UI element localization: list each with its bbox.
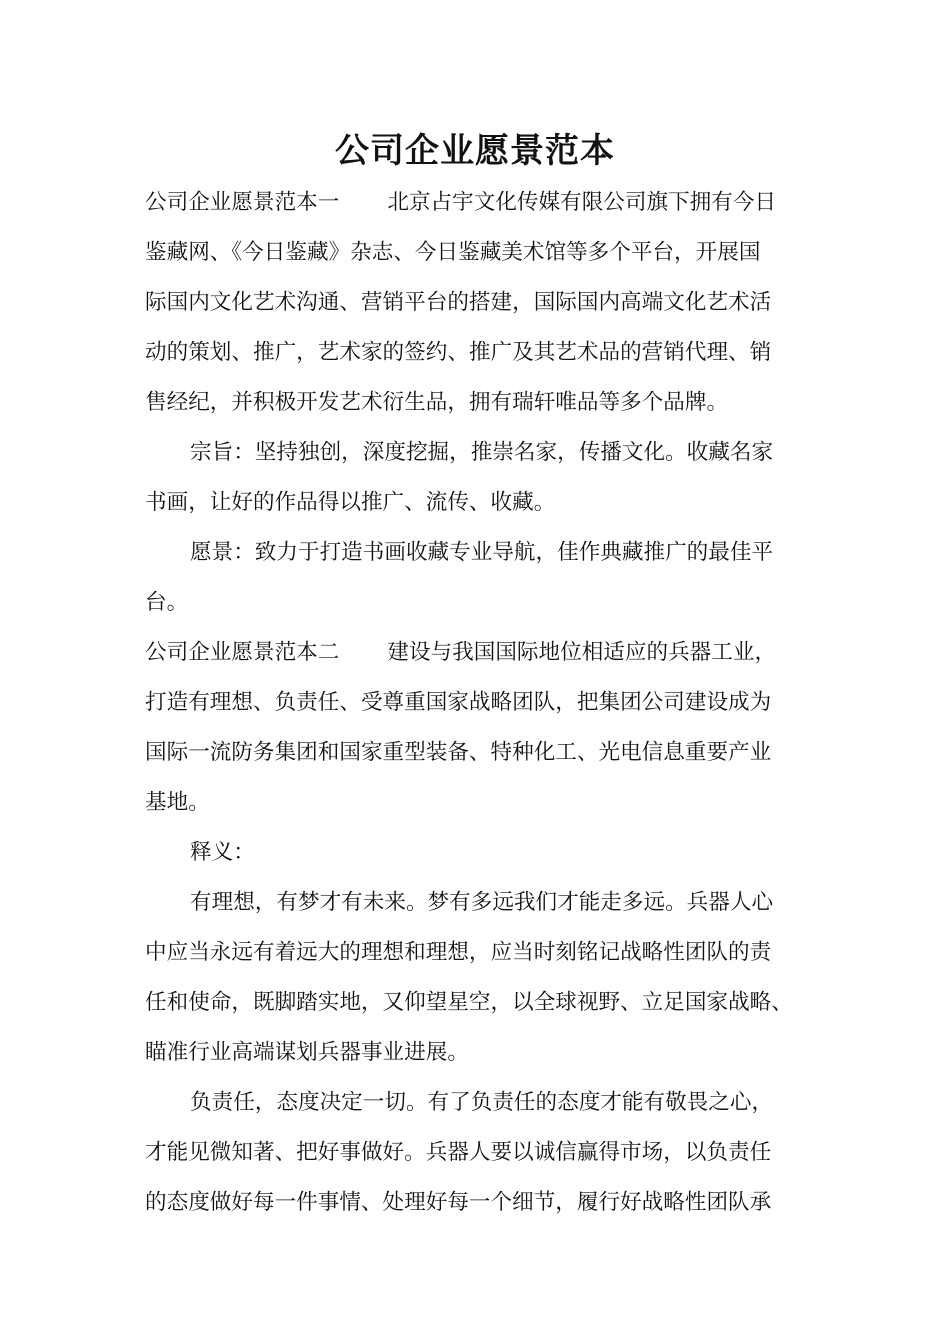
body-line: 际国内文化艺术沟通、营销平台的搭建，国际国内高端文化艺术活 [145, 290, 772, 315]
body-line: 有理想，有梦才有未来。梦有多远我们才能走多远。兵器人心 [190, 890, 774, 915]
body-line: 释义： [190, 840, 255, 865]
body-line: 任和使命，既脚踏实地，又仰望星空，以全球视野、立足国家战略、 [145, 990, 793, 1015]
body-line: 打造有理想、负责任、受尊重国家战略团队，把集团公司建设成为 [145, 690, 772, 715]
body-line-text: 建设与我国国际地位相适应的兵器工业， [387, 640, 777, 665]
body-line: 台。 [145, 590, 189, 615]
body-line: 鉴藏网、《今日鉴藏》杂志、今日鉴藏美术馆等多个平台，开展国 [145, 240, 761, 265]
body-line: 的态度做好每一件事情、处理好每一个细节，履行好战略性团队承 [145, 1190, 772, 1215]
body-line: 才能见微知著、把好事做好。兵器人要以诚信赢得市场，以负责任 [145, 1140, 772, 1165]
body-line: 国际一流防务集团和国家重型装备、特种化工、光电信息重要产业 [145, 740, 772, 765]
body-line: 售经纪，并积极开发艺术衍生品，拥有瑞轩唯品等多个品牌。 [145, 390, 729, 415]
body-line: 中应当永远有着远大的理想和理想，应当时刻铭记战略性团队的责 [145, 940, 772, 965]
document-title: 公司企业愿景范本 [335, 131, 615, 171]
body-line [145, 628, 825, 678]
document-body [145, 178, 825, 1228]
body-line: 书画，让好的作品得以推广、流传、收藏。 [145, 490, 556, 515]
body-line [145, 178, 825, 228]
body-line: 动的策划、推广，艺术家的签约、推广及其艺术品的营销代理、销 [145, 340, 772, 365]
body-line: 宗旨：坚持独创，深度挖掘，推崇名家，传播文化。收藏名家 [190, 440, 774, 465]
section-heading-1: 公司企业愿景范本一 [145, 190, 340, 215]
section-heading-2: 公司企业愿景范本二 [145, 640, 340, 665]
body-line-text: 北京占宇文化传媒有限公司旗下拥有今日 [387, 190, 777, 215]
body-line: 瞄准行业高端谋划兵器事业进展。 [145, 1040, 469, 1065]
body-line: 愿景：致力于打造书画收藏专业导航，佳作典藏推广的最佳平 [190, 540, 774, 565]
body-line: 基地。 [145, 790, 210, 815]
body-line: 负责任，态度决定一切。有了负责任的态度才能有敬畏之心， [190, 1090, 774, 1115]
